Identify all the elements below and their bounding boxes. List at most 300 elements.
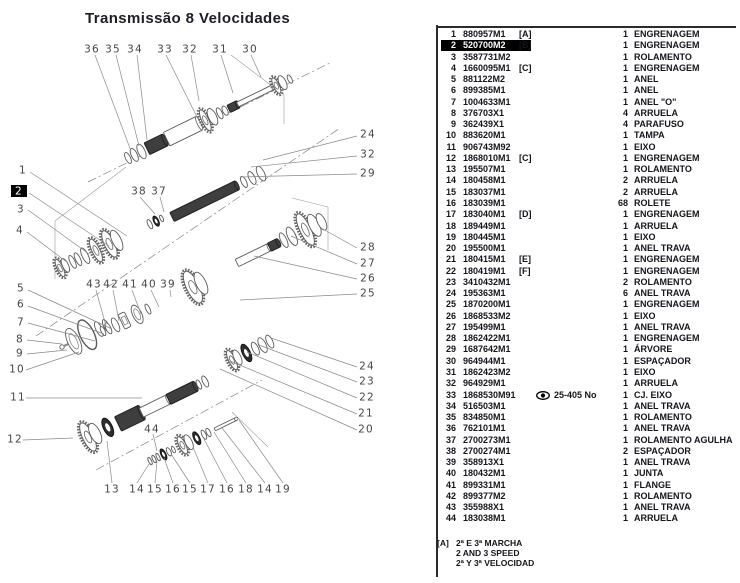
part-number: 180458M1 <box>463 175 506 186</box>
description: ARRUELA <box>634 175 678 186</box>
part-row[interactable] <box>437 344 740 355</box>
quantity: 4 <box>622 119 628 130</box>
diagram-callout[interactable]: 32 <box>182 43 198 56</box>
item-number: 25 <box>445 299 456 310</box>
diagram-callout[interactable]: 43 <box>86 278 102 291</box>
item-number: 40 <box>445 468 456 479</box>
footnote-line: 2 AND 3 SPEED <box>456 548 520 558</box>
leader-line <box>254 256 357 279</box>
part-row[interactable] <box>437 175 740 186</box>
diagram-callout[interactable]: 14 <box>129 483 145 496</box>
part-number: 180415M1 <box>463 254 506 265</box>
leader-line <box>151 290 159 307</box>
part-number: 3410432M1 <box>463 276 511 287</box>
shaft-assembly <box>93 264 214 349</box>
part-row[interactable] <box>437 221 740 232</box>
quantity: 1 <box>622 468 628 479</box>
part-row[interactable] <box>437 513 740 524</box>
leader-line <box>271 338 357 367</box>
diagram-callout[interactable]: 15 <box>147 483 163 496</box>
leader-line <box>204 439 227 483</box>
ring-shape <box>246 170 258 185</box>
part-row[interactable] <box>437 423 740 434</box>
part-row[interactable] <box>437 254 740 265</box>
ref-code: [C] <box>519 62 532 73</box>
ring-shape <box>254 165 267 182</box>
quantity: 1 <box>622 243 628 254</box>
item-number: 41 <box>445 479 456 490</box>
quantity: 1 <box>622 333 628 344</box>
item-number: 8 <box>450 107 456 118</box>
part-row[interactable] <box>437 435 740 446</box>
quantity: 1 <box>622 400 628 411</box>
part-number: 2700273M1 <box>463 434 511 445</box>
description: ROLETE <box>634 197 671 208</box>
description: ROLAMENTO <box>634 164 692 175</box>
part-number: 358913X1 <box>463 457 505 468</box>
description: ANEL <box>634 85 659 96</box>
diagram-callout[interactable]: 22 <box>359 391 375 404</box>
part-row[interactable] <box>437 502 740 513</box>
part-number: 3587731M2 <box>463 51 511 62</box>
quantity: 4 <box>622 107 628 118</box>
shaft-shape <box>170 181 239 222</box>
item-number: 20 <box>445 243 456 254</box>
leader-line <box>96 290 106 326</box>
description: FLANGE <box>634 479 671 490</box>
part-row[interactable] <box>437 119 740 130</box>
item-number: 30 <box>445 355 456 366</box>
leader-line <box>28 210 89 254</box>
part-number: 180432M1 <box>463 468 506 479</box>
description: ARRUELA <box>634 378 678 389</box>
diagram-callout[interactable]: 31 <box>212 43 228 56</box>
footnote <box>437 538 534 568</box>
part-row[interactable] <box>437 299 740 310</box>
page-title: Transmissão 8 Velocidades <box>85 10 291 27</box>
diagram-callout[interactable]: 28 <box>360 241 376 254</box>
description: ENGRENAGEM <box>634 29 700 39</box>
diagram-callout[interactable]: 15 <box>182 483 198 496</box>
part-number: 362439X1 <box>463 119 505 130</box>
shaft-assembly <box>222 329 277 372</box>
part-number: 183037M1 <box>463 186 506 197</box>
quantity: 1 <box>622 130 628 141</box>
description: ROLAMENTO AGULHA <box>634 434 733 445</box>
diagram-callout[interactable]: 41 <box>122 278 138 291</box>
diagram-callout[interactable]: 6 <box>17 298 25 311</box>
description: ANEL TRAVA <box>634 243 691 254</box>
part-row[interactable] <box>437 153 740 164</box>
leader-line <box>28 290 112 329</box>
item-number: 36 <box>445 423 456 434</box>
quantity: 1 <box>622 152 628 163</box>
leader-line <box>27 340 62 344</box>
diagram-callout[interactable]: 14 <box>257 483 273 496</box>
part-row[interactable] <box>437 85 740 96</box>
quantity: 1 <box>622 74 628 85</box>
description: ESPAÇADOR <box>634 445 691 456</box>
part-row[interactable] <box>437 333 740 344</box>
diagram-callout[interactable]: 42 <box>103 278 119 291</box>
description: ENGRENAGEM <box>634 209 700 220</box>
description: ENGRENAGEM <box>634 333 700 344</box>
diagram-callout[interactable]: 11 <box>10 391 26 404</box>
part-number: 899385M1 <box>463 85 506 96</box>
diagram-callout[interactable]: 16 <box>219 483 235 496</box>
description: ANEL TRAVA <box>634 400 691 411</box>
square-plate <box>118 312 131 329</box>
icon-ref: 25-405 No <box>554 389 597 400</box>
item-number: 22 <box>445 265 456 276</box>
ref-code: [C] <box>519 152 532 163</box>
shaft-assembly <box>114 373 210 431</box>
diagram-callout[interactable]: 19 <box>275 483 291 496</box>
diagram-callout[interactable]: 9 <box>16 347 24 360</box>
part-row[interactable] <box>437 108 740 119</box>
part-row[interactable] <box>437 401 740 412</box>
item-number: 4 <box>450 62 456 73</box>
quantity: 1 <box>622 366 628 377</box>
description: ENGRENAGEM <box>634 265 700 276</box>
quantity: 1 <box>622 209 628 220</box>
frame-line <box>292 198 328 207</box>
part-number: 1687642M1 <box>463 344 511 355</box>
item-number: 44 <box>445 513 456 524</box>
part-number: 180419M1 <box>463 265 506 276</box>
item-number: 17 <box>445 209 456 220</box>
part-number: 183038M1 <box>463 513 506 524</box>
part-row[interactable] <box>437 266 740 277</box>
ref-code: [E] <box>519 254 531 265</box>
part-row[interactable] <box>437 412 740 423</box>
part-number: 1868533M2 <box>463 310 511 321</box>
diagram-callout[interactable]: 34 <box>127 43 143 56</box>
leader-line <box>321 228 357 248</box>
shaft-shape <box>235 244 271 267</box>
part-number: 899377M2 <box>463 490 506 501</box>
item-number: 7 <box>450 96 456 107</box>
description: ENGRENAGEM <box>634 152 700 163</box>
quantity: 1 <box>622 85 628 96</box>
diagram-callout[interactable]: 44 <box>144 423 160 436</box>
part-number: 1004633M1 <box>463 96 511 107</box>
part-number: 964944M1 <box>463 355 506 366</box>
diagram-callout[interactable]: 39 <box>160 278 176 291</box>
part-row[interactable] <box>437 468 740 479</box>
shaft-assembly <box>53 310 115 362</box>
part-row[interactable] <box>437 243 740 254</box>
leader-line <box>251 156 357 167</box>
description: EIXO <box>634 231 656 242</box>
item-number: 29 <box>445 344 456 355</box>
diagram-callout[interactable]: 18 <box>238 483 254 496</box>
leader-line <box>240 294 357 300</box>
leader-line <box>171 454 190 483</box>
leader-line <box>155 461 157 483</box>
quantity: 1 <box>622 490 628 501</box>
diagram-callout[interactable]: 24 <box>360 128 376 141</box>
diagram-callout[interactable]: 8 <box>16 333 24 346</box>
part-row[interactable] <box>437 63 740 74</box>
shaft-assembly <box>49 203 170 284</box>
leader-line <box>28 323 95 341</box>
leader-line <box>23 438 73 440</box>
part-row[interactable] <box>437 277 740 288</box>
shaft-shape <box>214 418 237 431</box>
leader-line <box>27 232 68 263</box>
description: ROLAMENTO <box>634 490 692 501</box>
shaft-assembly <box>120 67 297 171</box>
diagram-callout[interactable]: 29 <box>360 167 376 180</box>
item-number: 43 <box>445 502 456 513</box>
item-number: 39 <box>445 457 456 468</box>
part-row[interactable] <box>437 446 740 457</box>
quantity: 2 <box>622 276 628 287</box>
diagram-callout[interactable]: 3 <box>17 203 25 216</box>
item-number: 19 <box>445 231 456 242</box>
part-row[interactable] <box>437 288 740 299</box>
item-number: 14 <box>445 175 456 186</box>
diagram-callout[interactable]: 38 <box>131 185 147 198</box>
item-number: 6 <box>450 85 456 96</box>
part-number: 964929M1 <box>463 378 506 389</box>
diagram-callout[interactable]: 5 <box>17 282 25 295</box>
part-row[interactable] <box>437 322 740 333</box>
part-number: 1868530M91 <box>463 389 516 400</box>
item-number: 2 <box>450 40 456 51</box>
diagram-callout[interactable]: 10 <box>9 363 25 376</box>
quantity: 2 <box>622 445 628 456</box>
diagram-callout[interactable]: 36 <box>84 43 100 56</box>
part-row[interactable] <box>437 52 740 63</box>
quantity: 1 <box>622 231 628 242</box>
ring-shape <box>159 215 165 223</box>
diagram-callout[interactable]: 17 <box>200 483 216 496</box>
item-number: 15 <box>445 186 456 197</box>
part-number: 355988X1 <box>463 502 505 513</box>
leader-line <box>160 197 164 212</box>
item-number: 27 <box>445 321 456 332</box>
item-number: 13 <box>445 164 456 175</box>
diagram-callout[interactable]: 27 <box>360 257 376 270</box>
ring-shape <box>286 74 294 84</box>
description: ROLAMENTO <box>634 51 692 62</box>
description: ENGRENAGEM <box>634 254 700 265</box>
quantity: 1 <box>622 40 628 51</box>
item-number: 33 <box>445 389 456 400</box>
item-number: 28 <box>445 333 456 344</box>
part-row[interactable] <box>437 367 740 378</box>
part-row[interactable] <box>437 209 740 220</box>
part-number: 1660095M1 <box>463 62 511 73</box>
part-number: 520700M2 <box>463 40 506 51</box>
item-number: 31 <box>445 366 456 377</box>
quantity: 1 <box>622 29 628 39</box>
part-row[interactable] <box>437 356 740 367</box>
part-row[interactable] <box>437 491 740 502</box>
part-row[interactable] <box>437 142 740 153</box>
leader-line <box>193 447 208 483</box>
leader-line <box>26 352 79 370</box>
part-row[interactable] <box>437 311 740 322</box>
part-number: 195500M1 <box>463 243 506 254</box>
part-number: 834850M1 <box>463 412 506 423</box>
item-number: 18 <box>445 220 456 231</box>
part-row[interactable] <box>437 29 740 40</box>
item-number: 1 <box>450 29 456 39</box>
quantity: 2 <box>622 186 628 197</box>
description: PARAFUSO <box>634 119 684 130</box>
part-row[interactable] <box>437 74 740 85</box>
quantity: 1 <box>622 457 628 468</box>
leader-line <box>263 136 357 160</box>
quantity: 1 <box>622 299 628 310</box>
diagram-callout[interactable]: 24 <box>359 360 375 373</box>
quantity: 1 <box>622 434 628 445</box>
item-number: 12 <box>445 152 456 163</box>
item-number: 16 <box>445 197 456 208</box>
shaft-assembly <box>168 165 267 224</box>
item-number: 24 <box>445 288 456 299</box>
quantity: 1 <box>622 355 628 366</box>
part-number: 899331M1 <box>463 479 506 490</box>
leader-line <box>27 350 67 354</box>
part-number: 195363M1 <box>463 288 506 299</box>
diagram-callout[interactable]: 25 <box>360 287 376 300</box>
item-number: 35 <box>445 412 456 423</box>
part-number: 906743M92 <box>463 141 511 152</box>
item-number: 21 <box>445 254 456 265</box>
shaft-assembly <box>144 408 243 471</box>
diagram-callout[interactable]: 7 <box>17 316 25 329</box>
part-number: 195499M1 <box>463 321 506 332</box>
ring-shape <box>239 175 249 188</box>
item-number: 10 <box>445 130 456 141</box>
part-number: 376703X1 <box>463 107 505 118</box>
part-row[interactable] <box>437 378 740 389</box>
plate-shape <box>129 303 146 325</box>
item-number: 9 <box>450 119 456 130</box>
description: ANEL "O" <box>634 96 677 107</box>
part-number: 189449M1 <box>463 220 506 231</box>
description: ENGRENAGEM <box>634 40 700 51</box>
description: ESPAÇADOR <box>634 355 691 366</box>
diagram-callout[interactable]: 20 <box>358 423 374 436</box>
part-number: 2700274M1 <box>463 445 511 456</box>
description: ARRUELA <box>634 186 678 197</box>
item-number: 5 <box>450 74 456 85</box>
item-number: 38 <box>445 445 456 456</box>
quantity: 1 <box>622 220 628 231</box>
part-number: 883620M1 <box>463 130 506 141</box>
diagram-callout[interactable]: 37 <box>151 185 167 198</box>
footnotes <box>437 538 534 568</box>
part-number: 1862423M2 <box>463 366 511 377</box>
diagram-callout[interactable]: 21 <box>358 407 374 420</box>
part-number: 880957M1 <box>463 29 506 39</box>
quantity: 1 <box>622 62 628 73</box>
description: EIXO <box>634 366 656 377</box>
quantity: 1 <box>622 141 628 152</box>
description: ÁRVORE <box>634 344 673 355</box>
list-top-rule <box>438 26 736 28</box>
shaft-assembly <box>229 203 334 280</box>
part-row[interactable] <box>437 198 740 209</box>
leader-line <box>166 55 198 119</box>
part-number: 516503M1 <box>463 400 506 411</box>
quantity: 1 <box>622 265 628 276</box>
leader-line <box>221 55 233 93</box>
part-number: 180445M1 <box>463 231 506 242</box>
ring-shape <box>146 219 154 230</box>
item-number: 34 <box>445 400 456 411</box>
item-number: 32 <box>445 378 456 389</box>
quantity: 1 <box>622 51 628 62</box>
leader-line <box>291 236 357 264</box>
quantity: 1 <box>622 513 628 524</box>
item-number: 37 <box>445 434 456 445</box>
leader-line <box>153 434 157 451</box>
part-row[interactable] <box>437 130 740 141</box>
quantity: 2 <box>622 175 628 186</box>
diagram-callout[interactable]: 40 <box>141 278 157 291</box>
part-number: 195507M1 <box>463 164 506 175</box>
part-row[interactable] <box>437 40 740 51</box>
plate-shape <box>62 326 85 356</box>
diagram-callout[interactable]: 35 <box>105 43 121 56</box>
description: ROLAMENTO <box>634 412 692 423</box>
leader-line <box>214 432 246 483</box>
leader-line <box>137 464 149 483</box>
part-row[interactable] <box>437 480 740 491</box>
diagram-callout[interactable]: 30 <box>242 43 258 56</box>
part-row[interactable] <box>437 457 740 468</box>
description: ROLAMENTO <box>634 276 692 287</box>
diagram-callout[interactable]: 33 <box>157 43 173 56</box>
diagram-callout[interactable]: 26 <box>360 272 376 285</box>
leader-line <box>113 290 119 321</box>
part-row[interactable] <box>437 390 740 401</box>
quantity: 1 <box>622 502 628 513</box>
diagram-callout[interactable]: 1 <box>19 164 27 177</box>
item-number: 26 <box>445 310 456 321</box>
diagram-callout[interactable]: 32 <box>360 148 376 161</box>
diagram-callout[interactable]: 23 <box>359 375 375 388</box>
item-number: 11 <box>446 141 456 152</box>
leader-line <box>164 458 173 483</box>
diagram-callout[interactable]: 4 <box>16 224 24 237</box>
quantity: 1 <box>622 423 628 434</box>
quantity: 1 <box>622 164 628 175</box>
diagram-callout[interactable]: 13 <box>104 483 120 496</box>
description: ANEL TRAVA <box>634 423 691 434</box>
part-number: 762101M1 <box>463 423 506 434</box>
description: ENGRENAGEM <box>634 299 700 310</box>
shaft-end <box>234 417 239 421</box>
part-row[interactable] <box>437 164 740 175</box>
ring-shape <box>144 303 152 315</box>
diagram-callout[interactable]: 2 <box>15 185 23 198</box>
quantity: 1 <box>622 479 628 490</box>
part-number: 1862422M1 <box>463 333 511 344</box>
description: EIXO <box>634 310 656 321</box>
part-row[interactable] <box>437 232 740 243</box>
part-row[interactable] <box>437 97 740 108</box>
diagram-callout[interactable]: 16 <box>165 483 181 496</box>
diagram-callout[interactable]: 12 <box>7 433 23 446</box>
part-row[interactable] <box>437 187 740 198</box>
